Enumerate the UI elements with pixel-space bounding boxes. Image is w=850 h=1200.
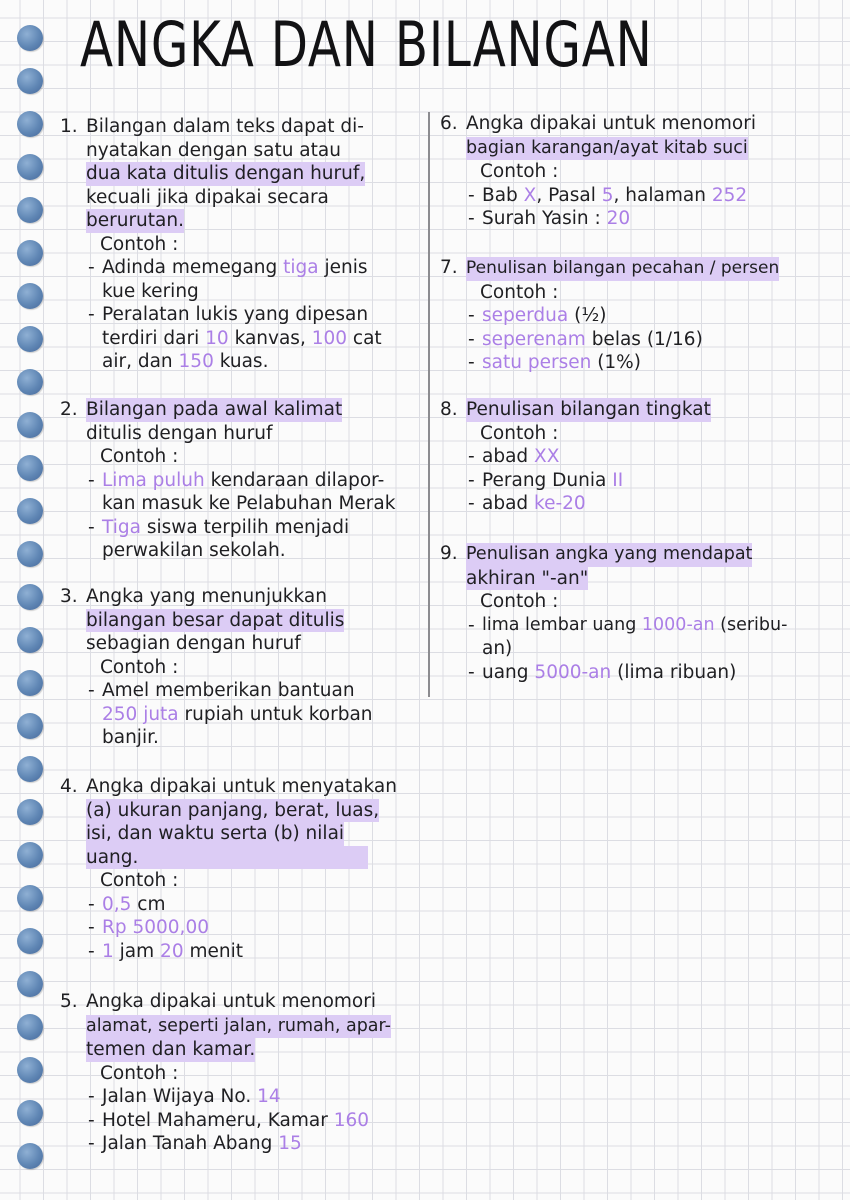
binder-hole xyxy=(17,283,43,309)
section-number: 2. xyxy=(60,399,78,420)
example-item: - Perang Dunia II xyxy=(468,469,624,491)
section-number: 3. xyxy=(60,586,78,607)
section-number: 8. xyxy=(440,399,458,420)
binder-hole xyxy=(17,369,43,395)
binder-hole xyxy=(17,799,43,825)
example-item: - Rp 5000,00 xyxy=(88,917,209,938)
example-item: - Bab X, Pasal 5, halaman 252 xyxy=(468,184,748,206)
example-item: - Jalan Tanah Abang 15 xyxy=(88,1133,302,1154)
section-heading xyxy=(440,112,840,160)
heading-line: kecuali jika dipakai secara xyxy=(86,186,329,208)
heading-line: Angka dipakai untuk menyatakan xyxy=(86,776,397,797)
example-item: - abad ke-20 xyxy=(468,493,586,514)
binder-hole xyxy=(17,627,43,653)
contoh-label: Contoh : xyxy=(480,591,559,612)
binder-hole xyxy=(17,1057,43,1083)
contoh-label: Contoh : xyxy=(100,233,179,255)
binder-hole xyxy=(17,111,43,137)
heading-line: Penulisan angka yang mendapat xyxy=(466,543,752,567)
example-item: - seperdua (½) xyxy=(468,305,607,326)
binder-hole xyxy=(17,756,43,782)
binder-hole xyxy=(17,197,43,223)
binder-hole xyxy=(17,928,43,954)
page-title: ANGKA DAN BILANGAN xyxy=(80,8,653,81)
heading-line: temen dan kamar. xyxy=(86,1039,256,1060)
heading-line: uang. xyxy=(86,846,368,870)
heading-line: Angka yang menunjukkan xyxy=(86,586,327,607)
example-item: - seperenam belas (1/16) xyxy=(468,328,703,350)
binder-hole xyxy=(17,1143,43,1169)
contoh-label: Contoh : xyxy=(100,446,179,467)
section-6 xyxy=(440,112,840,231)
section-5 xyxy=(60,990,432,1156)
binder-hole xyxy=(17,885,43,911)
heading-line: ditulis dengan huruf xyxy=(86,422,273,444)
binder-hole xyxy=(17,1014,43,1040)
section-heading xyxy=(440,398,840,422)
section-3 xyxy=(60,585,420,750)
contoh-label: Contoh : xyxy=(100,656,179,678)
binder-hole xyxy=(17,455,43,481)
example-item: - Peralatan lukis yang dipesan terdiri dari 10 kanvas, 100 cat air, dan 150 kuas. xyxy=(88,304,382,372)
section-9 xyxy=(440,542,845,684)
section-heading xyxy=(440,256,840,281)
heading-line: akhiran "-an" xyxy=(466,567,589,589)
section-number: 9. xyxy=(440,543,458,564)
heading-line: bagian karangan/ayat kitab suci xyxy=(466,137,748,161)
binder-hole xyxy=(17,584,43,610)
section-heading xyxy=(60,775,420,869)
binder-hole xyxy=(17,713,43,739)
section-number: 6. xyxy=(440,113,458,134)
section-heading xyxy=(60,585,420,656)
heading-line: nyatakan dengan satu atau xyxy=(86,139,341,161)
section-1 xyxy=(60,115,420,374)
example-item: - abad XX xyxy=(468,446,560,467)
example-item: - Tiga siswa terpilih menjadi perwakilan sekolah. xyxy=(88,516,350,561)
binder-hole xyxy=(17,25,43,51)
binder-hole xyxy=(17,541,43,567)
contoh-label: Contoh : xyxy=(480,281,559,303)
section-heading xyxy=(60,990,432,1062)
heading-line: Penulisan bilangan tingkat xyxy=(466,399,711,420)
heading-line: Bilangan dalam teks dapat di- xyxy=(86,116,364,137)
binder-hole xyxy=(17,240,43,266)
heading-line: alamat, seperti jalan, rumah, apar- xyxy=(86,1015,391,1039)
section-4 xyxy=(60,775,420,963)
contoh-label: Contoh : xyxy=(100,1062,179,1084)
heading-line: berurutan. xyxy=(86,210,184,231)
heading-line: Bilangan pada awal kalimat xyxy=(86,399,343,420)
example-item: - Surah Yasin : 20 xyxy=(468,208,631,229)
heading-line: bilangan besar dapat ditulis xyxy=(86,609,345,631)
example-item: - lima lembar uang 1000-an (seribu- an) xyxy=(468,614,788,659)
example-item: - Amel memberikan bantuan 250 juta rupiah untuk korban banjir. xyxy=(88,680,373,748)
section-2 xyxy=(60,398,420,563)
binder-hole xyxy=(17,971,43,997)
heading-line: (a) ukuran panjang, berat, luas, xyxy=(86,799,380,821)
binder-hole xyxy=(17,412,43,438)
example-item: - satu persen (1%) xyxy=(468,352,641,373)
contoh-label: Contoh : xyxy=(480,422,559,444)
section-number: 5. xyxy=(60,991,78,1012)
binder-hole xyxy=(17,498,43,524)
section-heading xyxy=(440,542,845,590)
binder-hole xyxy=(17,1100,43,1126)
example-item: - 1 jam 20 menit xyxy=(88,940,243,962)
contoh-label: Contoh : xyxy=(480,161,559,182)
section-number: 1. xyxy=(60,116,78,137)
example-item: - Adinda memegang tiga jenis kue kering xyxy=(88,257,368,302)
section-8 xyxy=(440,398,840,516)
binder-hole xyxy=(17,670,43,696)
binder-hole xyxy=(17,842,43,868)
example-item: - 0,5 cm xyxy=(88,893,166,915)
binder-hole xyxy=(17,68,43,94)
example-item: - Hotel Mahameru, Kamar 160 xyxy=(88,1109,370,1131)
heading-line: Angka dipakai untuk menomori xyxy=(86,991,376,1012)
heading-line: Angka dipakai untuk menomori xyxy=(466,113,756,134)
example-item: - Lima puluh kendaraan dilapor- kan masuk ke Pelabuhan Merak xyxy=(88,469,396,514)
heading-line: isi, dan waktu serta (b) nilai xyxy=(86,823,345,844)
section-heading xyxy=(60,398,420,445)
section-number: 4. xyxy=(60,776,78,797)
column-divider xyxy=(428,112,430,697)
section-number: 7. xyxy=(440,257,458,278)
section-7 xyxy=(440,256,840,375)
example-item: - uang 5000-an (lima ribuan) xyxy=(468,661,737,683)
contoh-label: Contoh : xyxy=(100,870,179,891)
binder-holes xyxy=(0,0,60,1200)
heading-line: dua kata ditulis dengan huruf, xyxy=(86,163,366,184)
heading-line: Penulisan bilangan pecahan / persen xyxy=(466,257,779,281)
heading-line: sebagian dengan huruf xyxy=(86,633,301,654)
binder-hole xyxy=(17,154,43,180)
section-heading xyxy=(60,115,420,233)
example-item: - Jalan Wijaya No. 14 xyxy=(88,1086,281,1107)
binder-hole xyxy=(17,326,43,352)
